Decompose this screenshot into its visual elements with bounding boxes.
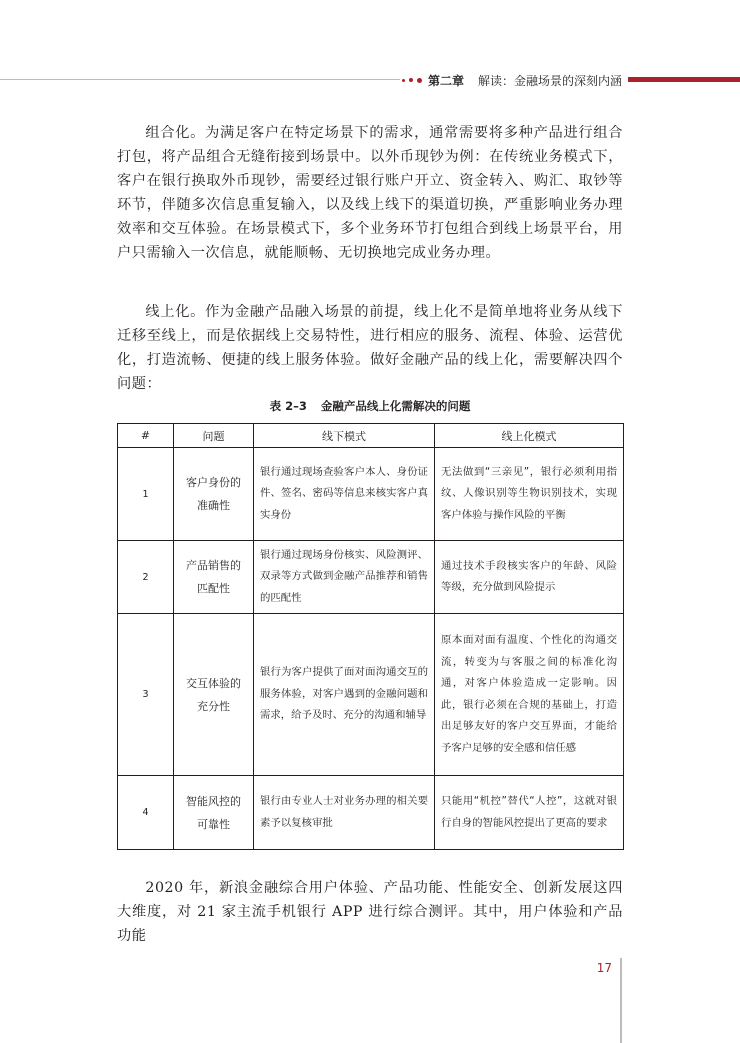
issue-line: 客户身份的 xyxy=(186,476,241,489)
dot-large-icon xyxy=(417,78,422,83)
paragraph-evaluation: 2020 年，新浪金融综合用户体验、产品功能、性能安全、创新发展这四大维度，对 21 家主流手机银行 APP 进行综合测评。其中，用户体验和产品功能 xyxy=(117,880,623,944)
header-online: 线上化模式 xyxy=(435,424,624,448)
row-offline: 银行由专业人士对业务办理的相关要素予以复核审批 xyxy=(254,776,435,850)
table-caption xyxy=(117,398,623,414)
table-row xyxy=(118,541,624,614)
table-row xyxy=(118,448,624,541)
header-num: # xyxy=(118,424,174,448)
row-offline: 银行通过现场身份核实、风险测评、双录等方式做到金融产品推荐和销售的匹配性 xyxy=(254,541,435,614)
issue-line: 准确性 xyxy=(197,499,230,512)
header-offline: 线下模式 xyxy=(254,424,435,448)
header-issue: 问题 xyxy=(174,424,254,448)
issue-line: 产品销售的 xyxy=(186,559,241,572)
issue-line: 充分性 xyxy=(197,699,230,713)
page-number: 17 xyxy=(596,961,612,975)
issue-line: 智能风控的 xyxy=(186,794,241,808)
chapter-label: 第二章 xyxy=(428,73,465,88)
row-online: 原本面对面有温度、个性化的沟通交流，转变为与客服之间的标准化沟通，对客户体验造成一定影响。因此，银行必须在合规的基础上，打造出足够友好的客户交互界面，才能给予客户足够的安全感和信任感 xyxy=(435,614,624,776)
row-offline: 银行通过现场查验客户本人、身份证件、签名、密码等信息来核实客户真实身份 xyxy=(254,448,435,541)
table-caption-label: 表 2–3 xyxy=(269,399,307,413)
dot-small-icon xyxy=(402,79,405,82)
dot-medium-icon xyxy=(409,78,413,82)
table-caption-title: 金融产品线上化需解决的问题 xyxy=(320,399,471,413)
row-online: 通过技术手段核实客户的年龄、风险等级，充分做到风险提示 xyxy=(435,541,624,614)
online-issues-table xyxy=(117,423,624,850)
issue-line: 匹配性 xyxy=(197,582,230,595)
section-title: 解读：金融场景的深刻内涵 xyxy=(478,73,623,88)
row-online: 无法做到“三亲见”，银行必须利用指纹、人像识别等生物识别技术，实现客户体验与操作风险的平衡 xyxy=(435,448,624,541)
row-issue xyxy=(174,448,254,541)
table-header-row xyxy=(118,424,624,448)
row-offline: 银行为客户提供了面对面沟通交互的服务体验，对客户遇到的金融问题和需求，给予及时、充分的沟通和辅导 xyxy=(254,614,435,776)
row-issue xyxy=(174,614,254,776)
row-issue xyxy=(174,541,254,614)
issue-line: 交互体验的 xyxy=(186,676,241,690)
row-num: 2 xyxy=(118,541,174,614)
row-num: 3 xyxy=(118,614,174,776)
row-online: 只能用“机控”替代“人控”，这就对银行自身的智能风控提出了更高的要求 xyxy=(435,776,624,850)
row-num: 4 xyxy=(118,776,174,850)
row-issue xyxy=(174,776,254,850)
row-num: 1 xyxy=(118,448,174,541)
paragraph-combination: 组合化。为满足客户在特定场景下的需求，通常需要将多种产品进行组合打包，将产品组合无缝衔接到场景中。以外币现钞为例：在传统业务模式下，客户在银行换取外币现钞，需要经过银行账户开立、资金转入、购汇、取钞等环节，伴随多次信息重复输入，以及线上线下的渠道切换，严重影响业务办理效率和交互体验。在场景模式下，多个业务环节打包组合到线上场景平台，用户只需输入一次信息，就能顺畅、无切换地完成业务办理。 xyxy=(117,125,623,261)
issue-line: 可靠性 xyxy=(197,817,230,831)
header-accent-bar xyxy=(628,77,740,82)
page-side-rule xyxy=(620,958,622,1043)
paragraph-online: 线上化。作为金融产品融入场景的前提，线上化不是简单地将业务从线下迁移至线上，而是依据线上交易特性，进行相应的服务、流程、体验、运营优化，打造流畅、便捷的线上服务体验。做好金融产品的线上化，需要解决四个问题： xyxy=(117,304,623,392)
table-row xyxy=(118,614,624,776)
running-header xyxy=(400,72,628,88)
table-row xyxy=(118,776,624,850)
